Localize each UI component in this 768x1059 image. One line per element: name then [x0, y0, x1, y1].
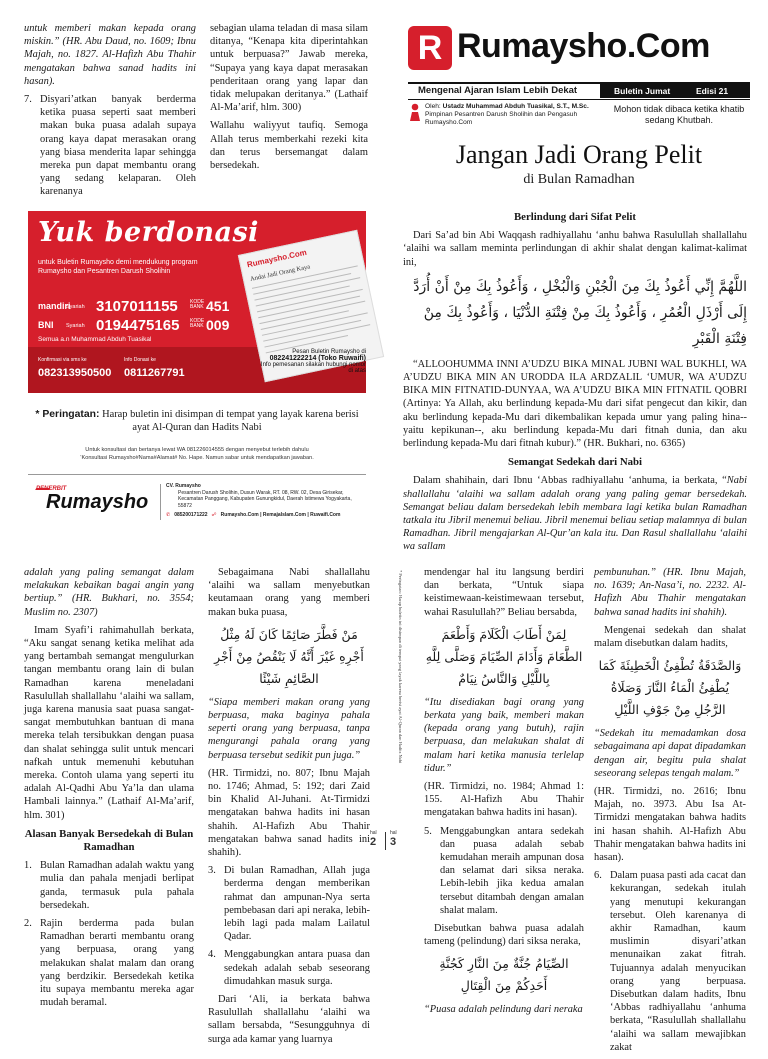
paragraph: sebagian ulama teladan di masa silam ditanya, “Kenapa kita diperintahkan untuk berpuasa?” Jawab mereka, “Supaya yang kaya dapat merasakan penderitaan orang yang lapar dan tidak melupakan deritanya.” (Lathaif Al-Ma’arif, hlm. 300) [210, 23, 368, 114]
list-item: 5. Menggabungkan antara sedekah dan puasa adalah sebab kemudahan meraih ampunan dosa dan selamat dari siksa neraka. Lebih-lebih jika kedua amalan tersebut ditambah dengan amalan shalat malam. [424, 825, 584, 916]
publisher-address: Pesantren Darush Sholihin, Dusun Warak, RT. 08, RW. 02, Desa Girisekar, Kecamatan Panggang, Kabupaten Gunungkidul, Daerah Istimewa Yogyakarta, 55872 [178, 489, 352, 509]
tagline: Mengenal Ajaran Islam Lebih Dekat [418, 85, 578, 96]
sms-number: 082313950500 [38, 367, 112, 379]
info-label: Info Donasi ke [124, 357, 156, 363]
paragraph: mendengar hal itu langsung berdiri dan berkata, “Untuk siapa keistimewaan-keistimewaan tersebut, wahai Rasulullah?” Beliau bersabda, [424, 567, 584, 618]
paragraph-quote: Nabi shallallahu ‘alaihi wa sallam adalah orang yang paling gemar bersedekah. Semangat beliau dalam bersedekah lebih membara lagi ketika bulan Ramadhan tatkala itu Jibril menemui beliau. Jibril menemui beliau setiap malamnya di bulan Ramadhan. Jibril mengajarkan Al-Qur’an kala itu. Dan Rasul shallallahu ‘alaihi wa sallam [403, 475, 747, 553]
bank-sub: Syariah [66, 323, 85, 329]
paragraph: “Itu disediakan bagi orang yang berkata yang baik, memberi makan (kepada orang yang butuh), rajin berpuasa, dan melakukan shalat di malam hari ketika manusia terlelap tidur.” [424, 696, 584, 774]
bank-account: 0194475165 [96, 317, 180, 334]
article-title: Jangan Jadi Orang Pelit [455, 140, 703, 169]
paragraph-lead: Dalam shahihain, dari Ibnu ‘Abbas radhiyallahu ‘anhuma, ia berkata, “ [413, 475, 727, 487]
list-number: 7. [24, 94, 32, 106]
paper-brand: Rumaysho.Com [246, 247, 308, 270]
paragraph: “ALLOOHUMMA INNI A’UDZU BIKA MINAL JUBNI WAL BUKHLI, WA A’UDZU BIKA MIN AN URODDA ILA ARDZALIL ‘UMUR, WA A’UDZU BIKA MIN FITNATID-DUNYAA, WA A’UDZU BIKA MIN FITNATIL QOBRI (Artinya: Ya Allah, aku berlindung kepada-Mu dari sifat pengecut dan kikir, dan aku berlindung kepada-Mu dari dikembalikan kepada umur yang paling hina--yaitu kepikunan--, aku berlindung kepada-Mu dari fitnah dunia, dan aku berlindung kepada-Mu dari fitnah kubur).” (HR. Bukhari, no. 6365) [403, 358, 747, 450]
paragraph: adalah yang paling semangat dalam melakukan kebaikan bagai angin yang bertiup.” (HR. Bukhari, no. 3554; Muslim no. 2307) [24, 567, 194, 618]
paragraph: (HR. Tirmidzi, no. 807; Ibnu Majah no. 1746; Ahmad, 5: 192; dari Zaid bin Khalid Al-Juhani. At-Tirmidzi mengatakan bahwa hadits ini hasan shahih. Al-Hafizh Abu Thahir mengatakan bahwa sanad hadits ini shahih). [208, 767, 370, 859]
list-item: 2. Rajin berderma pada bulan Ramadhan berarti membantu orang yang berpuasa, orang yang melakukan shalat malam dan orang yang berdzikir. Bersedekah ketika itu supaya membantu mereka agar mudah beramal. [24, 918, 194, 1009]
bottom-col-4 [594, 566, 746, 1059]
consultation-note [28, 446, 366, 462]
section-heading: Berlindung dari Sifat Pelit [513, 211, 637, 223]
page-label: hal [390, 830, 397, 836]
arabic-text: مَنْ فَطَّرَ صَائِمًا كَانَ لَهُ مِثْلُ أَجْرِهِ غَيْرَ أَنَّهُ لَا يَنْقُصُ مِنْ أَجْرِ الصَّائِمِ شَيْئًا [214, 626, 364, 686]
bank-name: BNI [38, 320, 54, 330]
info-number: 0811267791 [124, 367, 185, 379]
sms-confirmation [38, 357, 111, 381]
bank-code-label: KODE BANK [190, 299, 205, 310]
bank-code: 451 [206, 298, 230, 314]
paragraph: “Puasa adalah pelindung dari neraka [424, 1004, 583, 1016]
paragraph: Imam Syafi’i rahimahullah berkata, “Aku sangat senang ketika melihat ada yang bertambah semangat mengulurkan tangan membantu orang lain di bulan Ramadhan karena meneladani Rasulullah shallallahu ‘alaihi wa sallam, juga karena manusia saat puasa sangat-sangat membutuhkan bantuan di mana mereka telah tersibukkan dengan puasa dan shalat sehingga sulit untuk mencari nafkah untuk memenuhi kebutuhan mereka. Contoh ulama yang seperti itu adalah Al-Qadhi Abu Ya’la dan ulama Hambali lainnya.” (Lathaif Al-Ma’arif, hlm. 301) [24, 624, 194, 821]
paragraph: Dari Sa’ad bin Abi Waqqash radhiyallahu ‘anhu bahwa Rasulullah shallallahu ‘alaihi wa sallam meminta perlindungan di akhir shalat dengan kalimat-kalimat ini, [403, 230, 747, 268]
page-numbers [368, 830, 408, 852]
list-item: 3. Di bulan Ramadhan, Allah juga berderma dengan memberikan rahmat dan ampunan-Nya serta pembebasan dari api neraka, lebih-lebih lagi pada malam Lailatul Qadar. [208, 865, 370, 943]
order-note: Info pemesanan silakan hubungi nomor di atas [260, 362, 366, 374]
paragraph: (HR. Tirmidzi, no. 1984; Ahmad 1: 155. Al-Hafizh Abu Thahir mengatakan bahwa hadits ini hasan). [424, 781, 584, 819]
publisher-phone: 085200171222 [174, 512, 208, 518]
list-item: 6. Dalam puasa pasti ada cacat dan kekurangan, sedekah itulah yang menutupi kekurangan tersebut. Oleh karenanya di akhir Ramadhan, kaum muslimin disyari’atkan menunaikan zakat fitrah. Tujuannya adalah menyucikan orang yang berpuasa. Disebutkan dalam hadits, Ibnu ‘Abbas radhiyallahu ‘anhuma berkata, “Rasulullah shallallahu ‘alaihi wa sallam mewajibkan zakat [594, 870, 746, 1053]
publisher-websites: Rumaysho.Com | RemajaIslam.Com | Ruwaifi.Com [220, 512, 341, 518]
sms-label: Konfirmasi via sms ke [38, 357, 87, 363]
top-col-2 [210, 22, 368, 177]
paragraph [403, 474, 747, 553]
bank-account: 3107011155 [96, 298, 178, 315]
page-number-left: 2 [370, 836, 377, 848]
bank-code-label: KODE BANK [190, 318, 205, 329]
bank-code: 009 [206, 317, 230, 333]
gutter-note [395, 570, 403, 838]
bank-name: mandiri [38, 301, 71, 311]
arabic-text: لِمَنْ أَطَابَ الْكَلَامَ وَأَطْعَمَ الطَّعَامَ وَأَدَامَ الصِّيَامَ وَصَلَّى لِلَّهِ بِاللَّيْلِ وَالنَّاسُ نِيَامٌ [425, 626, 583, 686]
bottom-col-3 [424, 566, 584, 1022]
paragraph: (HR. Tirmidzi, no. 2616; Ibnu Majah, no. 3973. Abu Isa At-Tirmidzi mengatakan bahwa hadits ini hasan shahih. Al-Hafizh Abu Thahir mengatakan bahwa hadits ini hasan). [594, 786, 746, 864]
article-subtitle: di Bulan Ramadhan [523, 172, 635, 187]
bank-sub: Syariah [66, 304, 85, 310]
order-label: Pesan Buletin Rumaysho di [292, 349, 366, 355]
publisher-details [166, 483, 366, 519]
list-text: Disyari’atkan banyak berderma ketika puasa seperti saat memberi makan buka puasa adalah supaya orang kaya dapat merasakan orang yang biasa menderita lapar sehingga mereka pun dapat membantu orang yang sedang kelaparan. Oleh karenanya [40, 94, 196, 198]
paragraph: Mengenai sedekah dan shalat malam disebutkan dalam hadits, [594, 624, 746, 650]
list-text: Dalam puasa pasti ada cacat dan kekurangan, sedekah itulah yang menutupi kekurangan tersebut. Oleh karenanya di akhir Ramadhan, kaum muslimin disyari’atkan menunaikan zakat fitrah. Tujuannya adalah menyucikan orang yang berpuasa. Disebutkan dalam hadits, Ibnu ‘Abbas radhiyallahu ‘anhuma berkata, “Rasulullah shallallahu ‘alaihi wa sallam mewajibkan zakat [610, 870, 746, 1053]
divider [28, 474, 366, 475]
order-info [256, 349, 366, 374]
divider [160, 484, 161, 520]
publisher-label: PENERBIT [36, 486, 67, 492]
list-item [24, 93, 196, 199]
paragraph: Dari ‘Ali, ia berkata bahwa Rasulullah shallallahu ‘alaihi wa sallam bersabda, “Sesungguhnya di surga ada kamar yang luarnya [208, 994, 370, 1045]
paragraph: pembunuhan.” (HR. Ibnu Majah, no. 1639; An-Nasa’i, no. 2232. Al-Hafizh Abu Thahir mengatakan bahwa sanad hadits ini shahih). [594, 567, 746, 618]
ad-intro: untuk Buletin Rumaysho demi mendukung program Rumaysho dan Pesantren Darush Sholihin [38, 259, 198, 275]
arabic-text: الصِّيَامُ جُنَّةٌ مِنَ النَّارِ كَجُنَّةِ أَحَدِكُمْ مِنَ الْقِتَالِ [439, 956, 569, 994]
masthead-rule [408, 99, 750, 100]
account-owner: Semua a.n Muhammad Abduh Tuasikal [38, 336, 152, 343]
author-name: Ustadz Muhammad Abduh Tuasikal, S.T., M.Sc. [442, 103, 589, 110]
warning-note [28, 408, 366, 434]
warning-label: * Peringatan: [35, 409, 100, 420]
publisher-logo: Rumaysho [46, 491, 149, 513]
paragraph: Disebutkan bahwa puasa adalah tameng (pelindung) dari siksa neraka, [424, 923, 584, 948]
list-item: 1. Bulan Ramadhan adalah waktu yang mulia dan pahala menjadi berlipat ganda, termasuk pula pahala bersedekah. [24, 860, 194, 911]
author-block [425, 103, 595, 127]
list-item: 4. Menggabungkan antara puasa dan sedekah adalah sebab seseorang dimudahkan masuk surga. [208, 949, 370, 987]
section-heading: Alasan Banyak Bersedekah di Bulan Ramadhan [24, 827, 194, 854]
paragraph: “Sedekah itu memadamkan dosa sebagaimana api dapat dipadamkan dengan air, begitu pula shalat seseorang selepas tengah malam.” [594, 728, 746, 779]
list-text: Bulan Ramadhan adalah waktu yang mulia dan pahala menjadi berlipat ganda, termasuk pula pahala bersedekah. [40, 860, 194, 911]
paragraph: Sebagaimana Nabi shallallahu ‘alaihi wa sallam menyebutkan keutamaan orang yang memberi makan buka puasa, [208, 567, 370, 618]
author-label: Oleh: [425, 103, 441, 110]
gutter-warning: * Peringatan: Harap buletin ini disimpan di tempat yang layak karena berisi ayat Al-Quran dan Hadits Nabi [398, 570, 403, 764]
paragraph: untuk memberi makan kepada orang miskin.” (HR. Abu Daud, no. 1609; Ibnu Majah, no. 1827. Al-Hafizh Abu Thahir mengatakan bahwa sanad hadits ini hasan). [24, 23, 196, 87]
edition-number: Edisi 21 [696, 86, 729, 96]
warning-text: Harap buletin ini disimpan di tempat yang layak karena berisi ayat Al-Quran dan Hadits Nabi [102, 409, 359, 433]
publisher-cv: CV. Rumaysho [166, 483, 201, 489]
ad-title: Yuk berdonasi [38, 217, 259, 248]
phone-icon: ✆ [166, 512, 171, 518]
consult-line: ‘Konsultasi Rumaysho#Nama#Alamat# No. Hape. Namun sabar untuk mendapatkan jawaban. [80, 455, 314, 461]
arabic-text: وَالصَّدَقَةُ تُطْفِئُ الْخَطِيئَةَ كَمَا يُطْفِئُ الْمَاءُ النَّارَ وَصَلَاةُ الرَّجُلِ مِنْ جَوْفِ اللَّيْلِ [598, 658, 742, 718]
donation-info [124, 357, 185, 381]
author-role: Pimpinan Pesantren Darush Sholihin dan Pengasuh Rumaysho.Com [425, 111, 578, 126]
top-col-1 [24, 22, 196, 204]
rumaysho-logo-icon: R [408, 26, 452, 70]
person-icon [408, 102, 422, 122]
bottom-col-2 [208, 566, 370, 1051]
edition-badge [600, 84, 750, 98]
paragraph: “Siapa memberi makan orang yang berpuasa, maka baginya pahala seperti orang yang berpuasa, tanpa mengurangi pahala orang yang berpuasa tersebut sedikit pun juga.” [208, 696, 370, 761]
top-right-article [403, 205, 747, 559]
globe-icon: ☍ [211, 512, 217, 518]
list-text: Menggabungkan antara sedekah dan puasa adalah sebab kemudahan meraih ampunan dosa dan selamat dari siksa neraka. Lebih-lebih jika kedua amalan tersebut ditambah dengan amalan shalat malam. [440, 825, 584, 916]
donation-ad [28, 211, 366, 393]
bank-row-bni [38, 317, 278, 335]
list-text: Di bulan Ramadhan, Allah juga berderma dengan memberikan rahmat dan ampunan-Nya serta pembebasan dari api neraka, lebih-lebih lagi pada malam Lailatul Qadar. [224, 865, 370, 943]
khutbah-notice: Mohon tidak dibaca ketika khatib sedang Khutbah. [613, 104, 745, 125]
arabic-text: اللَّهُمَّ إِنِّي أَعُوذُ بِكَ مِنَ الْجُبْنِ وَالْبُخْلِ ، وَأَعُوذُ بِكَ مِنْ أَنْ أُرَدَّ إِلَى أَرْذَلِ الْعُمُرِ ، وَأَعُوذُ بِكَ مِنْ فِتْنَةِ الدُّنْيَا ، وَأَعُوذُ بِكَ مِنْ فِتْنَةِ الْقَبْرِ [413, 278, 747, 347]
order-phone: 082241222214 (Toko Ruwaifi) [269, 355, 366, 362]
list-text: Rajin berderma pada bulan Ramadhan berarti membantu orang yang berpuasa, orang yang melakukan shalat malam dan orang yang berdzikir. Bersedekah ketika itu supaya membantu mereka agar mudah beramal. [40, 918, 194, 1009]
bulletin-name: Buletin Jumat [614, 86, 671, 96]
bottom-col-1 [24, 566, 194, 1015]
page-number-right: 3 [390, 836, 397, 848]
masthead-logo-text: Rumaysho.Com [457, 27, 710, 65]
bank-row-mandiri [38, 298, 278, 316]
paper-heading: Andai Jadi Orang Kaya [249, 263, 311, 283]
list-text: Menggabungkan antara puasa dan sedekah adalah sebab seseorang dimudahkan masuk surga. [224, 949, 370, 987]
paragraph: Wallahu waliyyut taufiq. Semoga Allah terus memberkahi rezeki kita dan terus bersemangat dalam bersedekah. [210, 120, 368, 172]
section-heading: Semangat Sedekah dari Nabi [507, 456, 643, 469]
consult-line: Untuk konsultasi dan bertanya lewat WA 081226014555 dengan menyebut terlebih dahulu [85, 447, 309, 453]
page-label: hal [370, 830, 377, 836]
